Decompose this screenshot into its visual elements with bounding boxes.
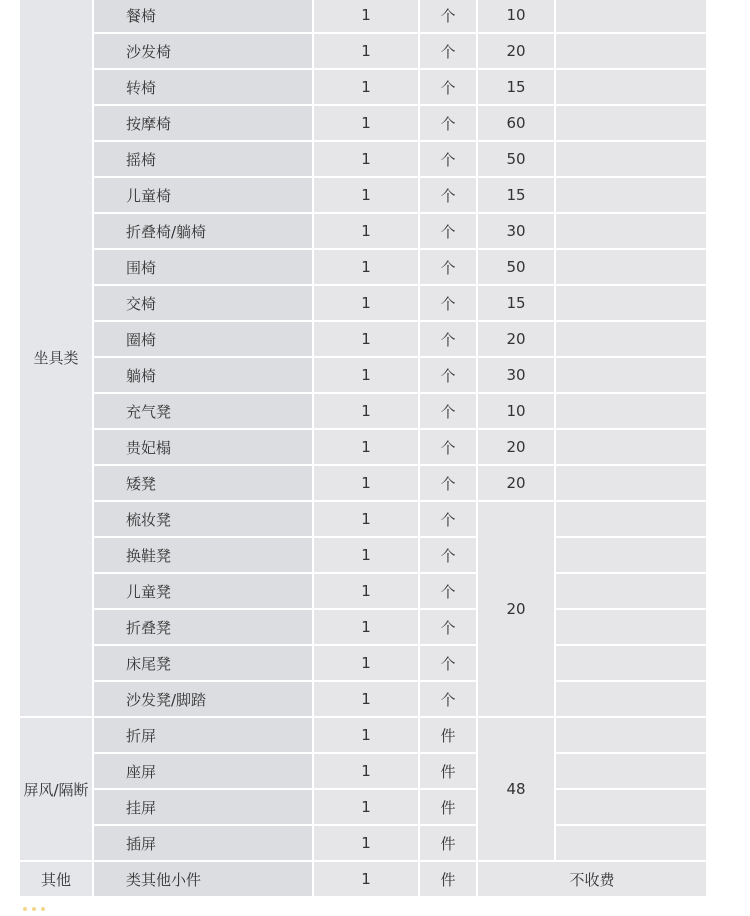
table-row-note: [556, 214, 706, 248]
furniture-price-table: [20, 0, 728, 896]
table-row-qty: 1: [314, 790, 418, 824]
table-row-note: [556, 538, 706, 572]
table-row-name: 梳妆凳: [94, 502, 312, 536]
table-row-note: [556, 682, 706, 716]
table-row-unit: 个: [420, 610, 476, 644]
table-row-name: 沙发椅: [94, 34, 312, 68]
table-row-unit: 个: [420, 106, 476, 140]
table-row-note: [556, 826, 706, 860]
table-row-unit: 件: [420, 862, 476, 896]
category-seating: 坐具类: [20, 0, 92, 716]
table-row-note: [556, 430, 706, 464]
table-row-name: 矮凳: [94, 466, 312, 500]
table-row-qty: 1: [314, 106, 418, 140]
table-row-qty: 1: [314, 826, 418, 860]
table-row-price: 15: [478, 286, 554, 320]
table-row-qty: 1: [314, 322, 418, 356]
table-row-unit: 个: [420, 430, 476, 464]
table-row-name: 转椅: [94, 70, 312, 104]
table-row-price: 10: [478, 0, 554, 32]
table-row-unit: 件: [420, 790, 476, 824]
table-row-note: [556, 250, 706, 284]
table-row-qty: 1: [314, 718, 418, 752]
merged-price-other: 不收费: [478, 862, 706, 896]
table-row-note: [556, 610, 706, 644]
table-row-price: 15: [478, 70, 554, 104]
table-row-name: 座屏: [94, 754, 312, 788]
table-row-unit: 个: [420, 538, 476, 572]
table-row-name: 儿童椅: [94, 178, 312, 212]
table-row-qty: 1: [314, 394, 418, 428]
table-row-name: 类其他小件: [94, 862, 312, 896]
table-row-note: [556, 358, 706, 392]
table-row-note: [556, 718, 706, 752]
table-row-qty: 1: [314, 358, 418, 392]
table-row-qty: 1: [314, 754, 418, 788]
table-row-qty: 1: [314, 250, 418, 284]
table-row-qty: 1: [314, 682, 418, 716]
table-row-price: 10: [478, 394, 554, 428]
table-row-name: 折叠椅/躺椅: [94, 214, 312, 248]
footer-decoration: [22, 897, 62, 903]
table-row-unit: 个: [420, 142, 476, 176]
table-row-note: [556, 574, 706, 608]
table-row-unit: 个: [420, 358, 476, 392]
table-row-name: 充气凳: [94, 394, 312, 428]
table-row-price: 50: [478, 250, 554, 284]
table-row-price: 15: [478, 178, 554, 212]
table-row-unit: 个: [420, 286, 476, 320]
table-row-qty: 1: [314, 646, 418, 680]
table-row-price: 60: [478, 106, 554, 140]
table-row-note: [556, 394, 706, 428]
table-row-name: 床尾凳: [94, 646, 312, 680]
table-row-unit: 个: [420, 178, 476, 212]
table-row-note: [556, 790, 706, 824]
table-row-name: 折屏: [94, 718, 312, 752]
table-row-qty: 1: [314, 430, 418, 464]
table-row-name: 折叠凳: [94, 610, 312, 644]
table-row-qty: 1: [314, 502, 418, 536]
table-row-name: 躺椅: [94, 358, 312, 392]
table-row-unit: 个: [420, 0, 476, 32]
table-row-note: [556, 106, 706, 140]
table-row-qty: 1: [314, 142, 418, 176]
table-row-name: 儿童凳: [94, 574, 312, 608]
table-row-price: 50: [478, 142, 554, 176]
table-row-unit: 个: [420, 646, 476, 680]
table-row-name: 圈椅: [94, 322, 312, 356]
table-row-qty: 1: [314, 466, 418, 500]
table-row-note: [556, 754, 706, 788]
merged-price-stools: 20: [478, 502, 554, 716]
table-row-name: 沙发凳/脚踏: [94, 682, 312, 716]
table-row-price: 20: [478, 34, 554, 68]
table-row-qty: 1: [314, 538, 418, 572]
table-row-qty: 1: [314, 610, 418, 644]
table-row-price: 30: [478, 358, 554, 392]
table-row-name: 按摩椅: [94, 106, 312, 140]
table-row-unit: 件: [420, 754, 476, 788]
table-row-unit: 件: [420, 718, 476, 752]
table-row-qty: 1: [314, 70, 418, 104]
table-row-name: 换鞋凳: [94, 538, 312, 572]
table-row-qty: 1: [314, 862, 418, 896]
table-row-unit: 个: [420, 322, 476, 356]
table-row-name: 插屏: [94, 826, 312, 860]
table-row-name: 贵妃榻: [94, 430, 312, 464]
table-row-name: 摇椅: [94, 142, 312, 176]
table-row-qty: 1: [314, 34, 418, 68]
table-row-note: [556, 0, 706, 32]
table-row-unit: 个: [420, 214, 476, 248]
table-row-qty: 1: [314, 574, 418, 608]
table-row-name: 交椅: [94, 286, 312, 320]
table-row-note: [556, 34, 706, 68]
table-row-qty: 1: [314, 286, 418, 320]
table-row-note: [556, 466, 706, 500]
table-row-note: [556, 646, 706, 680]
table-row-unit: 个: [420, 682, 476, 716]
table-row-unit: 个: [420, 502, 476, 536]
table-row-price: 20: [478, 466, 554, 500]
table-row-note: [556, 70, 706, 104]
table-row-name: 围椅: [94, 250, 312, 284]
table-row-qty: 1: [314, 214, 418, 248]
table-row-note: [556, 178, 706, 212]
table-row-qty: 1: [314, 0, 418, 32]
table-row-unit: 个: [420, 574, 476, 608]
table-row-name: 餐椅: [94, 0, 312, 32]
table-row-unit: 件: [420, 826, 476, 860]
table-row-name: 挂屏: [94, 790, 312, 824]
dots-decoration-icon: [22, 906, 62, 912]
table-row-price: 20: [478, 322, 554, 356]
merged-price-screens: 48: [478, 718, 554, 860]
table-row-unit: 个: [420, 394, 476, 428]
table-row-price: 30: [478, 214, 554, 248]
table-row-unit: 个: [420, 250, 476, 284]
table-row-unit: 个: [420, 34, 476, 68]
table-row-unit: 个: [420, 466, 476, 500]
category-screens: 屏风/隔断: [20, 718, 92, 860]
table-row-note: [556, 322, 706, 356]
table-row-note: [556, 502, 706, 536]
category-other: 其他: [20, 862, 92, 896]
table-row-qty: 1: [314, 178, 418, 212]
table-row-note: [556, 286, 706, 320]
table-row-note: [556, 142, 706, 176]
table-row-unit: 个: [420, 70, 476, 104]
table-row-price: 20: [478, 430, 554, 464]
